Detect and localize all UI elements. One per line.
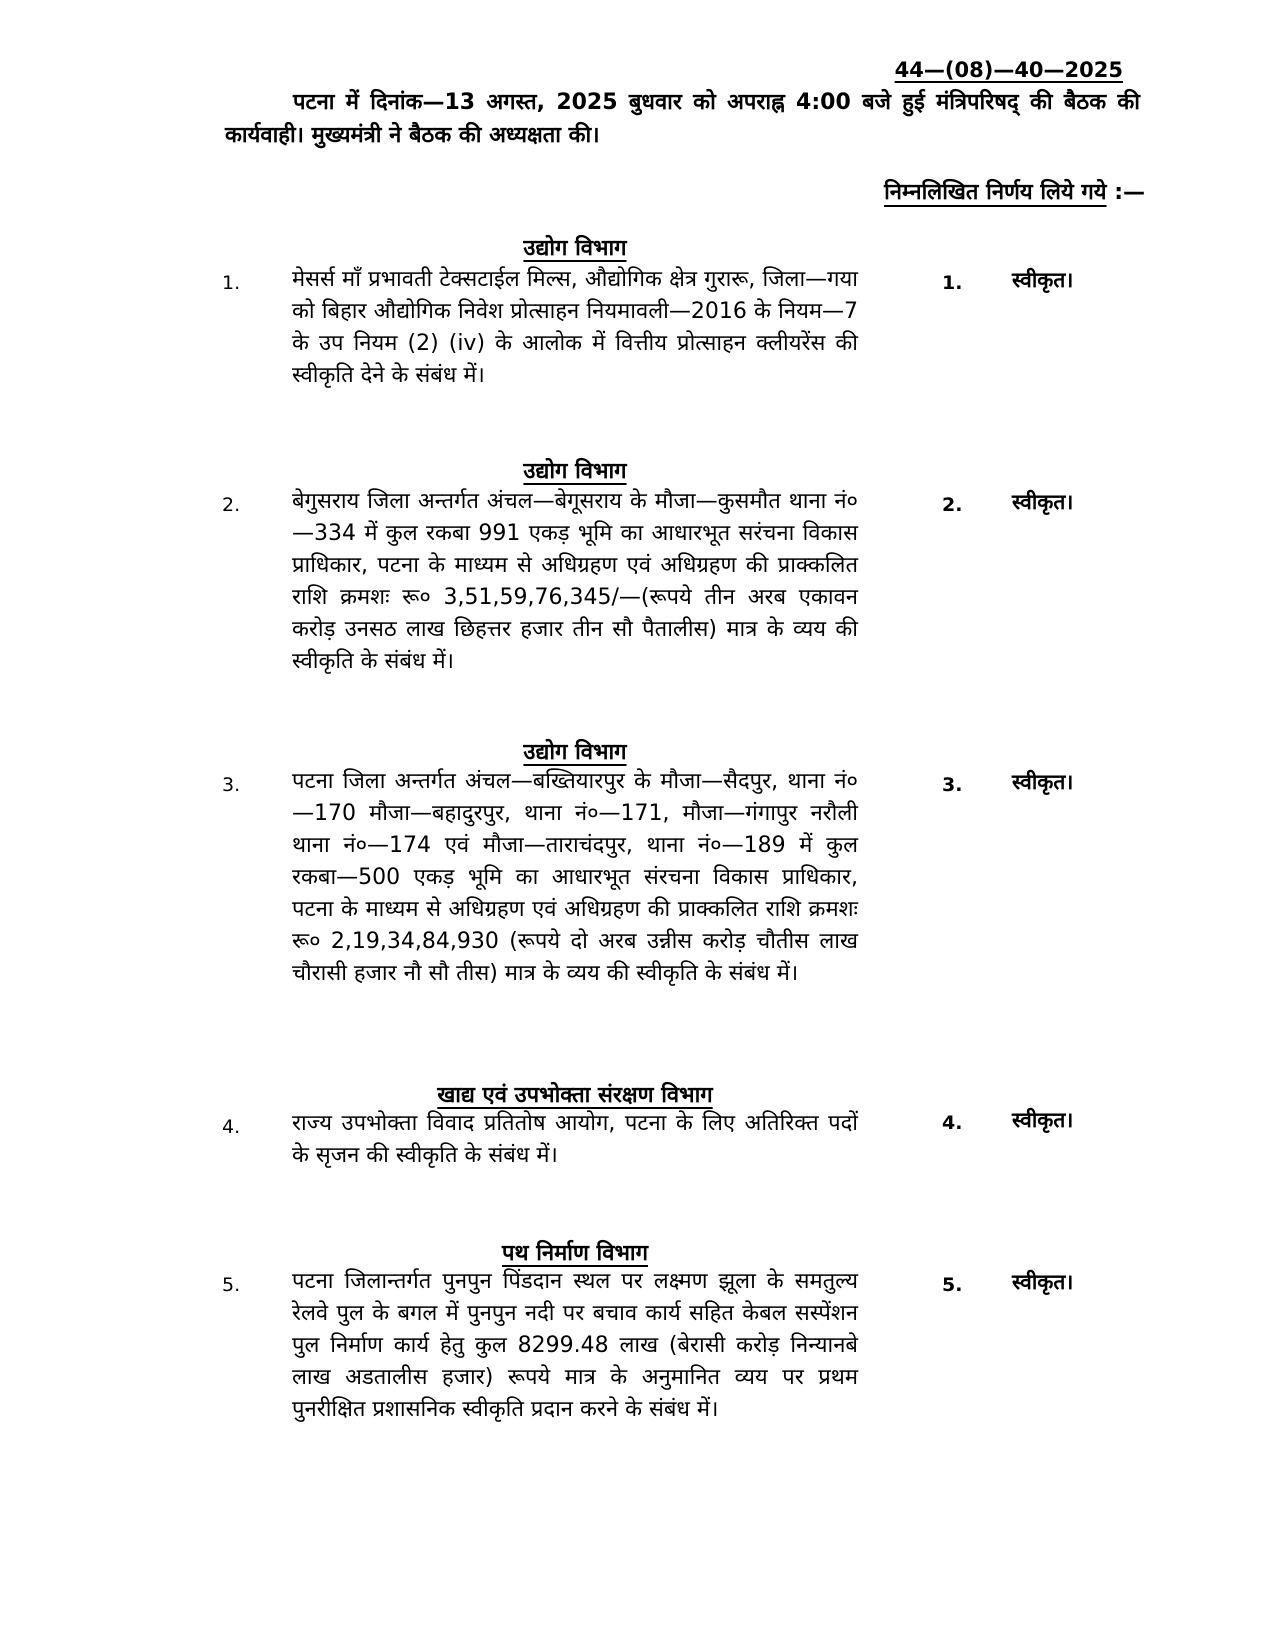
decisions-heading xyxy=(884,176,1145,206)
item-number-5: 5. xyxy=(222,1274,241,1296)
decisions-heading-suffix: :— xyxy=(1106,180,1145,205)
decisions-heading-text: निम्नलिखित निर्णय लिये गये xyxy=(884,180,1107,205)
decision-status-3: स्वीकृत। xyxy=(1012,770,1074,794)
department-heading-4: खाद्य एवं उपभोक्ता संरक्षण विभाग xyxy=(437,1083,713,1108)
department-heading-5: पथ निर्माण विभाग xyxy=(501,1241,649,1266)
item-text-1: मेसर्स माँ प्रभावती टेक्सटाईल मिल्स, औद्योगिक क्षेत्र गुरारू, जिला—गया को बिहार औद्योगिक निवेश प्रोत्साहन नियमावली—2016 के नियम—7 के उप नियम (2) (iv) के आलोक में वित्तीय प्रोत्साहन क्लीयरेंस की स्वीकृति देने के संबंध में। xyxy=(292,267,858,388)
item-text-3: पटना जिला अन्तर्गत अंचल—बख्तियारपुर के मौजा—सैदपुर, थाना नं०—170 मौजा—बहादुरपुर, थाना नं०—171, मौजा—गंगापुर नरौली थाना नं०—174 एवं मौजा—ताराचंदपुर, थाना नं०—189 में कुल रकबा—500 एकड़ भूमि का आधारभूत संरचना विकास प्राधिकार, पटना के माध्यम से अधिग्रहण एवं अधिग्रहण की प्राक्कलित राशि क्रमशः रू० 2,19,34,84,930 (रूपये दो अरब उन्नीस करोड़ चौतीस लाख चौरासी हजार नौ सौ तीस) मात्र के व्यय की स्वीकृति के संबंध में। xyxy=(292,769,858,986)
item-text-4: राज्य उपभोक्ता विवाद प्रतितोष आयोग, पटना के लिए अतिरिक्त पदों के सृजन की स्वीकृति के संबंध में। xyxy=(292,1111,858,1168)
item-number-1: 1. xyxy=(222,272,241,294)
decision-status-5: स्वीकृत। xyxy=(1012,1270,1074,1294)
decision-status-4: स्वीकृत। xyxy=(1012,1108,1074,1132)
reference-number: 44—(08)—40—2025 xyxy=(894,58,1123,82)
item-number-3: 3. xyxy=(222,774,241,796)
item-number-4: 4. xyxy=(222,1116,241,1138)
meeting-intro: पटना में दिनांक—13 अगस्त, 2025 बुधवार को अपराह्न 4:00 बजे हुई मंत्रिपरिषद् की बैठक की कार्यवाही। मुख्यमंत्री ने बैठक की अध्यक्षता की। xyxy=(225,90,1140,148)
decision-status-2: स्वीकृत। xyxy=(1012,490,1074,514)
department-heading-3: उद्योग विभाग xyxy=(523,740,627,765)
item-text-2: बेगुसराय जिला अन्तर्गत अंचल—बेगूसराय के मौजा—कुसमौत थाना नं०—334 में कुल रकबा 991 एकड़ भूमि का आधारभूत सरंचना विकास प्राधिकार, पटना के माध्यम से अधिग्रहण एवं अधिग्रहण की प्राक्कलित राशि क्रमशः रू० 3,51,59,76,345/—(रूपये तीन अरब एकावन करोड़ उनसठ लाख छिहत्तर हजार तीन सौ पैतालीस) मात्र के व्यय की स्वीकृति के संबंध में। xyxy=(292,489,858,674)
decision-number-1: 1. xyxy=(942,272,963,294)
department-heading-1: उद्योग विभाग xyxy=(523,236,627,261)
decision-number-5: 5. xyxy=(942,1274,963,1296)
decision-number-4: 4. xyxy=(942,1112,963,1134)
decision-number-3: 3. xyxy=(942,774,963,796)
decision-number-2: 2. xyxy=(942,494,963,516)
decision-status-1: स्वीकृत। xyxy=(1012,268,1074,292)
item-text-5: पटना जिलान्तर्गत पुनपुन पिंडदान स्थल पर लक्ष्मण झूला के समतुल्य रेलवे पुल के बगल में पुनपुन नदी पर बचाव कार्य सहित केबल सस्पेंशन पुल निर्माण कार्य हेतु कुल 8299.48 लाख (बेरासी करोड़ निन्यानबे लाख अडतालीस हजार) रूपये मात्र के अनुमानित व्यय पर प्रथम पुनरीक्षित प्रशासनिक स्वीकृति प्रदान करने के संबंध में। xyxy=(292,1269,858,1422)
department-heading-2: उद्योग विभाग xyxy=(523,459,627,484)
item-number-2: 2. xyxy=(222,494,241,516)
